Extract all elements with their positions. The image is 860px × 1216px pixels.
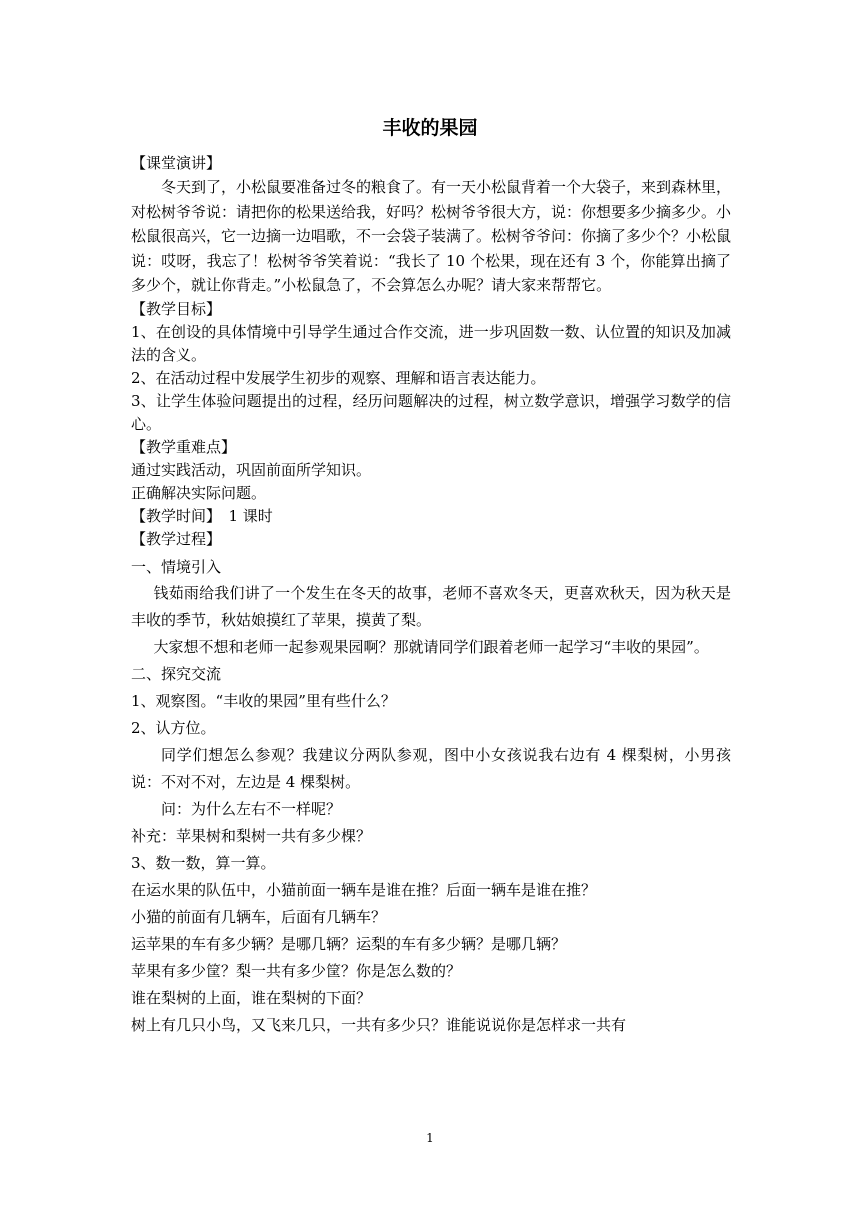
paragraph: 1、观察图。“丰收的果园”里有些什么？ bbox=[131, 691, 396, 710]
paragraph: 小猫的前面有几辆车，后面有几辆车？ bbox=[131, 907, 387, 926]
paragraph: 运苹果的车有多少辆？是哪几辆？运梨的车有多少辆？是哪几辆？ bbox=[131, 934, 567, 953]
section-heading: 【课堂演讲】 bbox=[131, 154, 222, 172]
paragraph: 钱茹雨给我们讲了一个发生在冬天的故事，老师不喜欢冬天，更喜欢秋天，因为秋天是丰收的季节，秋姑娘摸红了苹果，摸黄了梨。 bbox=[131, 583, 731, 629]
paragraph: 通过实践活动，巩固前面所学知识。 bbox=[131, 460, 372, 479]
paragraph: 2、在活动过程中发展学生初步的观察、理解和语言表达能力。 bbox=[131, 368, 546, 387]
document-body bbox=[131, 152, 731, 1039]
section-heading: 【教学时间】 1 课时 bbox=[131, 506, 273, 525]
paragraph: 苹果有多少筐？梨一共有多少筐？你是怎么数的？ bbox=[131, 961, 462, 980]
paragraph: 同学们想怎么参观？我建议分两队参观，图中小女孩说我右边有 4 棵梨树，小男孩说：不对不对，左边是 4 棵梨树。 bbox=[131, 745, 731, 791]
section-heading: 【教学目标】 bbox=[131, 299, 222, 318]
paragraph: 树上有几只小鸟，又飞来几只，一共有多少只？谁能说说你是怎样求一共有 bbox=[131, 1015, 627, 1034]
paragraph: 大家想不想和老师一起参观果园啊？那就请同学们跟着老师一起学习“丰收的果园”。 bbox=[153, 637, 709, 656]
section-heading: 【教学重难点】 bbox=[131, 437, 237, 456]
paragraph: 1、在创设的具体情境中引导学生通过合作交流，进一步巩固数一数、认位置的知识及加减法的含义。 bbox=[131, 322, 731, 364]
paragraph: 3、让学生体验问题提出的过程，经历问题解决的过程，树立数学意识，增强学习数学的信心。 bbox=[131, 391, 731, 433]
paragraph: 问：为什么左右不一样呢？ bbox=[161, 799, 342, 818]
page-number: 1 bbox=[426, 1131, 434, 1145]
paragraph: 在运水果的队伍中，小猫前面一辆车是谁在推？后面一辆车是谁在推？ bbox=[131, 880, 597, 899]
paragraph: 补充：苹果树和梨树一共有多少棵？ bbox=[131, 826, 372, 845]
paragraph: 3、数一数，算一算。 bbox=[131, 853, 276, 872]
document-title: 丰收的果园 bbox=[382, 117, 478, 139]
paragraph: 谁在梨树的上面，谁在梨树的下面？ bbox=[131, 988, 372, 1007]
paragraph: 2、认方位。 bbox=[131, 718, 216, 737]
subheading: 二、探究交流 bbox=[131, 664, 222, 683]
subheading: 一、情境引入 bbox=[131, 557, 222, 576]
paragraph: 冬天到了，小松鼠要准备过冬的粮食了。有一天小松鼠背着一个大袋子，来到森林里，对松树爷爷说：请把你的松果送给我，好吗？松树爷爷很大方，说：你想要多少摘多少。小松鼠很高兴，它一边摘一边唱歌，不一会袋子装满了。松树爷爷问：你摘了多少个？小松鼠说：哎呀，我忘了！松树爷爷笑着说：“我长了 10 个松果，现在还有 3 个，你能算出摘了多少个，就让你背走。”小松鼠急了，不会算怎么办呢？请大家来帮帮它。 bbox=[131, 178, 732, 294]
section-heading: 【教学过程】 bbox=[131, 529, 222, 548]
paragraph: 正确解决实际问题。 bbox=[131, 483, 267, 502]
